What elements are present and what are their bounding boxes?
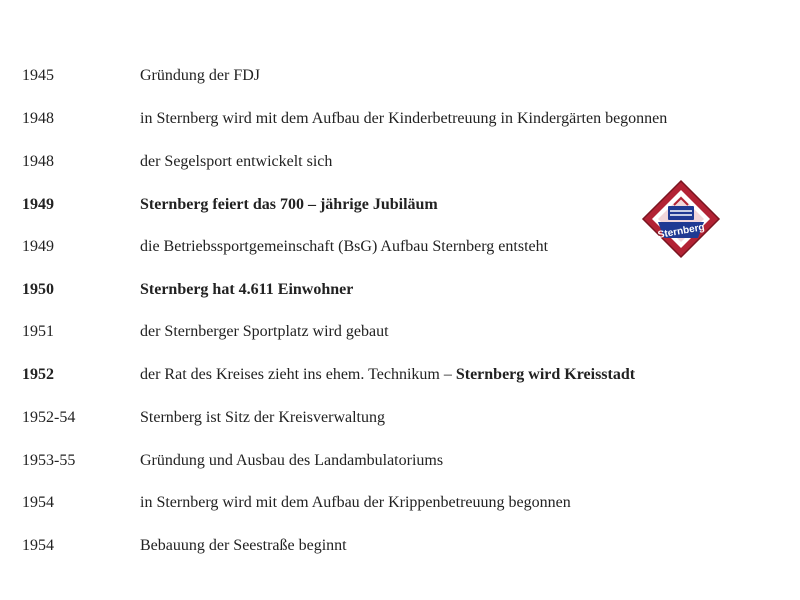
timeline-event: in Sternberg wird mit dem Aufbau der Kinderbetreuung in Kindergärten begonnen — [140, 110, 668, 127]
timeline-year: 1952 — [22, 366, 54, 383]
timeline-event: Sternberg feiert das 700 – jährige Jubiläum — [140, 196, 438, 213]
timeline-event-highlight: Sternberg wird Kreisstadt — [455, 366, 636, 383]
timeline-event: der Segelsport entwickelt sich — [140, 153, 333, 170]
timeline-year: 1949 — [22, 238, 54, 255]
timeline-row — [0, 363, 800, 387]
timeline-event: die Betriebssportgemeinschaft (BsG) Aufbau Sternberg entsteht — [140, 238, 549, 255]
timeline-row — [0, 449, 800, 473]
timeline-year: 1951 — [22, 323, 54, 340]
timeline-year: 1949 — [22, 196, 54, 213]
timeline-year: 1953-55 — [22, 452, 76, 469]
timeline-year: 1948 — [22, 153, 54, 170]
timeline-row — [0, 278, 800, 302]
logo-text: Sternberg — [657, 221, 706, 241]
timeline-year: 1954 — [22, 494, 54, 511]
timeline-event: der Sternberger Sportplatz wird gebaut — [140, 323, 389, 340]
timeline-event: Bebauung der Seestraße beginnt — [140, 537, 347, 554]
timeline-row — [0, 150, 800, 174]
timeline-row — [0, 320, 800, 344]
timeline-year: 1950 — [22, 281, 54, 298]
timeline-event — [140, 363, 635, 387]
timeline-event-text: der Rat des Kreises zieht ins ehem. Technikum – — [140, 366, 456, 383]
timeline-year: 1945 — [22, 67, 54, 84]
timeline-event: Gründung und Ausbau des Landambulatoriums — [140, 452, 444, 469]
timeline-row — [0, 491, 800, 515]
timeline-row — [0, 406, 800, 430]
timeline-event: Gründung der FDJ — [140, 67, 260, 84]
timeline-year: 1948 — [22, 110, 54, 127]
timeline-event: in Sternberg wird mit dem Aufbau der Krippenbetreuung begonnen — [140, 494, 571, 511]
timeline-year: 1952-54 — [22, 409, 76, 426]
timeline-event: Sternberg hat 4.611 Einwohner — [140, 281, 354, 298]
timeline-row — [0, 107, 800, 131]
bsg-aufbau-sternberg-logo — [640, 178, 722, 260]
timeline-event: Sternberg ist Sitz der Kreisverwaltung — [140, 409, 385, 426]
timeline-row — [0, 534, 800, 558]
timeline-year: 1954 — [22, 537, 54, 554]
timeline-row — [0, 64, 800, 88]
